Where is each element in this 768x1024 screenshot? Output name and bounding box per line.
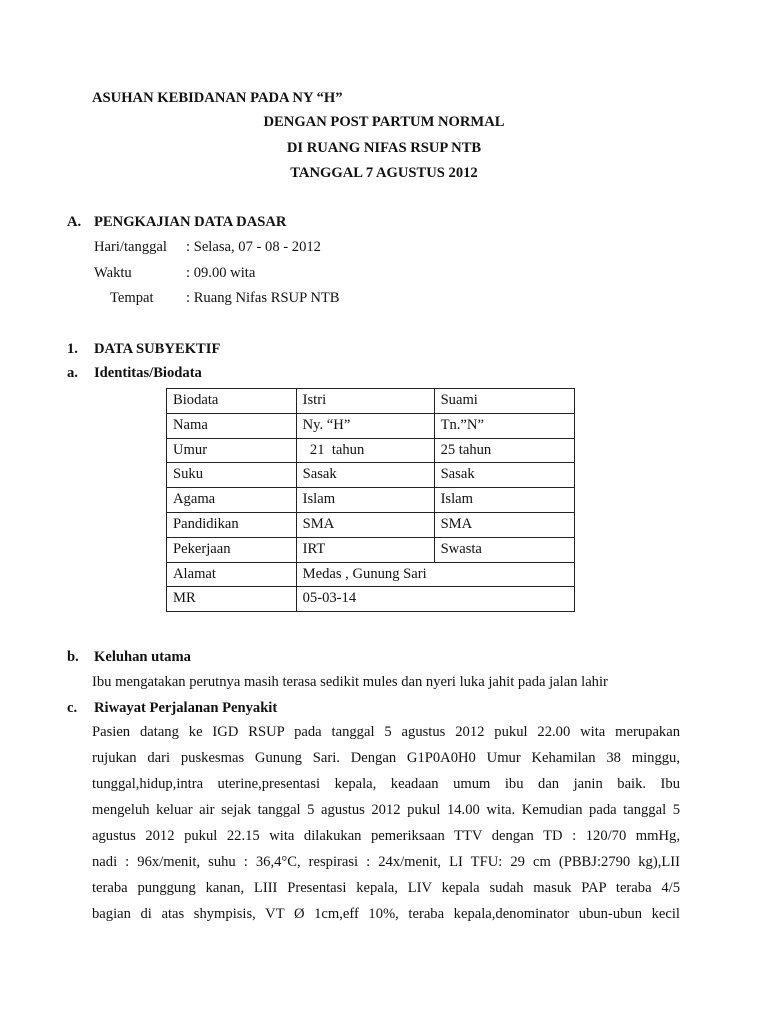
table-cell: Medas , Gunung Sari — [296, 562, 434, 587]
table-header-row — [167, 389, 575, 414]
biodata-table — [166, 388, 575, 612]
table-cell: Ny. “H” — [296, 413, 434, 438]
table-cell: SMA — [296, 512, 434, 537]
table-row — [167, 537, 575, 562]
table-row — [167, 463, 575, 488]
table-cell: Swasta — [434, 537, 574, 562]
subsection-a-marker: a. — [67, 365, 78, 381]
table-cell: Suami — [434, 389, 574, 414]
title-line-3: DI RUANG NIFAS RSUP NTB — [286, 140, 482, 156]
subsection-c-heading: Riwayat Perjalanan Penyakit — [94, 700, 278, 716]
table-row — [167, 413, 575, 438]
section-a-heading: PENGKAJIAN DATA DASAR — [94, 214, 287, 230]
field-label-date: Hari/tanggal — [94, 239, 167, 255]
field-label-time: Waktu — [94, 265, 132, 281]
table-cell: Biodata — [167, 389, 297, 414]
subsection-a-heading: Identitas/Biodata — [94, 365, 202, 381]
field-label-place: Tempat — [110, 290, 154, 306]
table-cell — [434, 562, 574, 587]
table-cell: Islam — [434, 488, 574, 513]
title-line-4: TANGGAL 7 AGUSTUS 2012 — [290, 165, 478, 181]
subsection-c-marker: c. — [67, 700, 78, 716]
field-value-date: : Selasa, 07 - 08 - 2012 — [186, 239, 321, 255]
table-cell: Pandidikan — [167, 512, 297, 537]
table-cell: Pekerjaan — [167, 537, 297, 562]
history-line: agustus 2012 pukul 22.15 wita dilakukan pemeriksaan TTV dengan TD : 120/70 mmHg, — [92, 828, 680, 844]
table-row — [167, 438, 575, 463]
title-line-2: DENGAN POST PARTUM NORMAL — [263, 114, 505, 130]
table-cell: Tn.”N” — [434, 413, 574, 438]
table-cell: Agama — [167, 488, 297, 513]
history-line: bagian di atas shympisis, VT Ø 1cm,eff 10%, teraba kepala,denominator ubun-ubun kecil — [92, 906, 680, 922]
table-cell: IRT — [296, 537, 434, 562]
table-cell: Islam — [296, 488, 434, 513]
history-line: teraba punggung kanan, LIII Presentasi kepala, LIV kepala sudah masuk PAP teraba 4/5 — [92, 880, 680, 896]
section-a-marker: A. — [67, 214, 82, 230]
table-cell — [434, 587, 574, 612]
table-cell: Istri — [296, 389, 434, 414]
section-1-heading: DATA SUBYEKTIF — [94, 341, 221, 357]
table-row — [167, 562, 575, 587]
table-cell: Sasak — [296, 463, 434, 488]
title-line-1: ASUHAN KEBIDANAN PADA NY “H” — [92, 90, 343, 106]
table-cell: Alamat — [167, 562, 297, 587]
history-line: tunggal,hidup,intra uterine,presentasi kepala, keadaan umum ibu dan janin baik. Ibu — [92, 776, 680, 792]
history-line: nadi : 96x/menit, suhu : 36,4°C, respirasi : 24x/menit, LI TFU: 29 cm (PBBJ:2790 kg),LII — [92, 854, 680, 870]
table-cell: Suku — [167, 463, 297, 488]
table-row — [167, 587, 575, 612]
table-row — [167, 488, 575, 513]
table-cell: Umur — [167, 438, 297, 463]
subsection-b-heading: Keluhan utama — [94, 649, 191, 665]
table-row — [167, 512, 575, 537]
complaint-text: Ibu mengatakan perutnya masih terasa sedikit mules dan nyeri luka jahit pada jalan lahir — [92, 674, 608, 690]
history-line: mengeluh keluar air sejak tanggal 5 agustus 2012 pukul 14.00 wita. Kemudian pada tanggal 5 — [92, 802, 680, 818]
table-cell: 05-03-14 — [296, 587, 434, 612]
table-cell: 21 tahun — [296, 438, 434, 463]
section-1-marker: 1. — [67, 341, 78, 357]
history-line: rujukan dari puskesmas Gunung Sari. Dengan G1P0A0H0 Umur Kehamilan 38 minggu, — [92, 750, 680, 766]
subsection-b-marker: b. — [67, 649, 79, 665]
field-value-place: : Ruang Nifas RSUP NTB — [186, 290, 340, 306]
table-cell: Sasak — [434, 463, 574, 488]
table-cell: Nama — [167, 413, 297, 438]
table-cell: SMA — [434, 512, 574, 537]
table-cell: 25 tahun — [434, 438, 574, 463]
history-line: Pasien datang ke IGD RSUP pada tanggal 5 agustus 2012 pukul 22.00 wita merupakan — [92, 724, 680, 740]
field-value-time: : 09.00 wita — [186, 265, 256, 281]
table-cell: MR — [167, 587, 297, 612]
